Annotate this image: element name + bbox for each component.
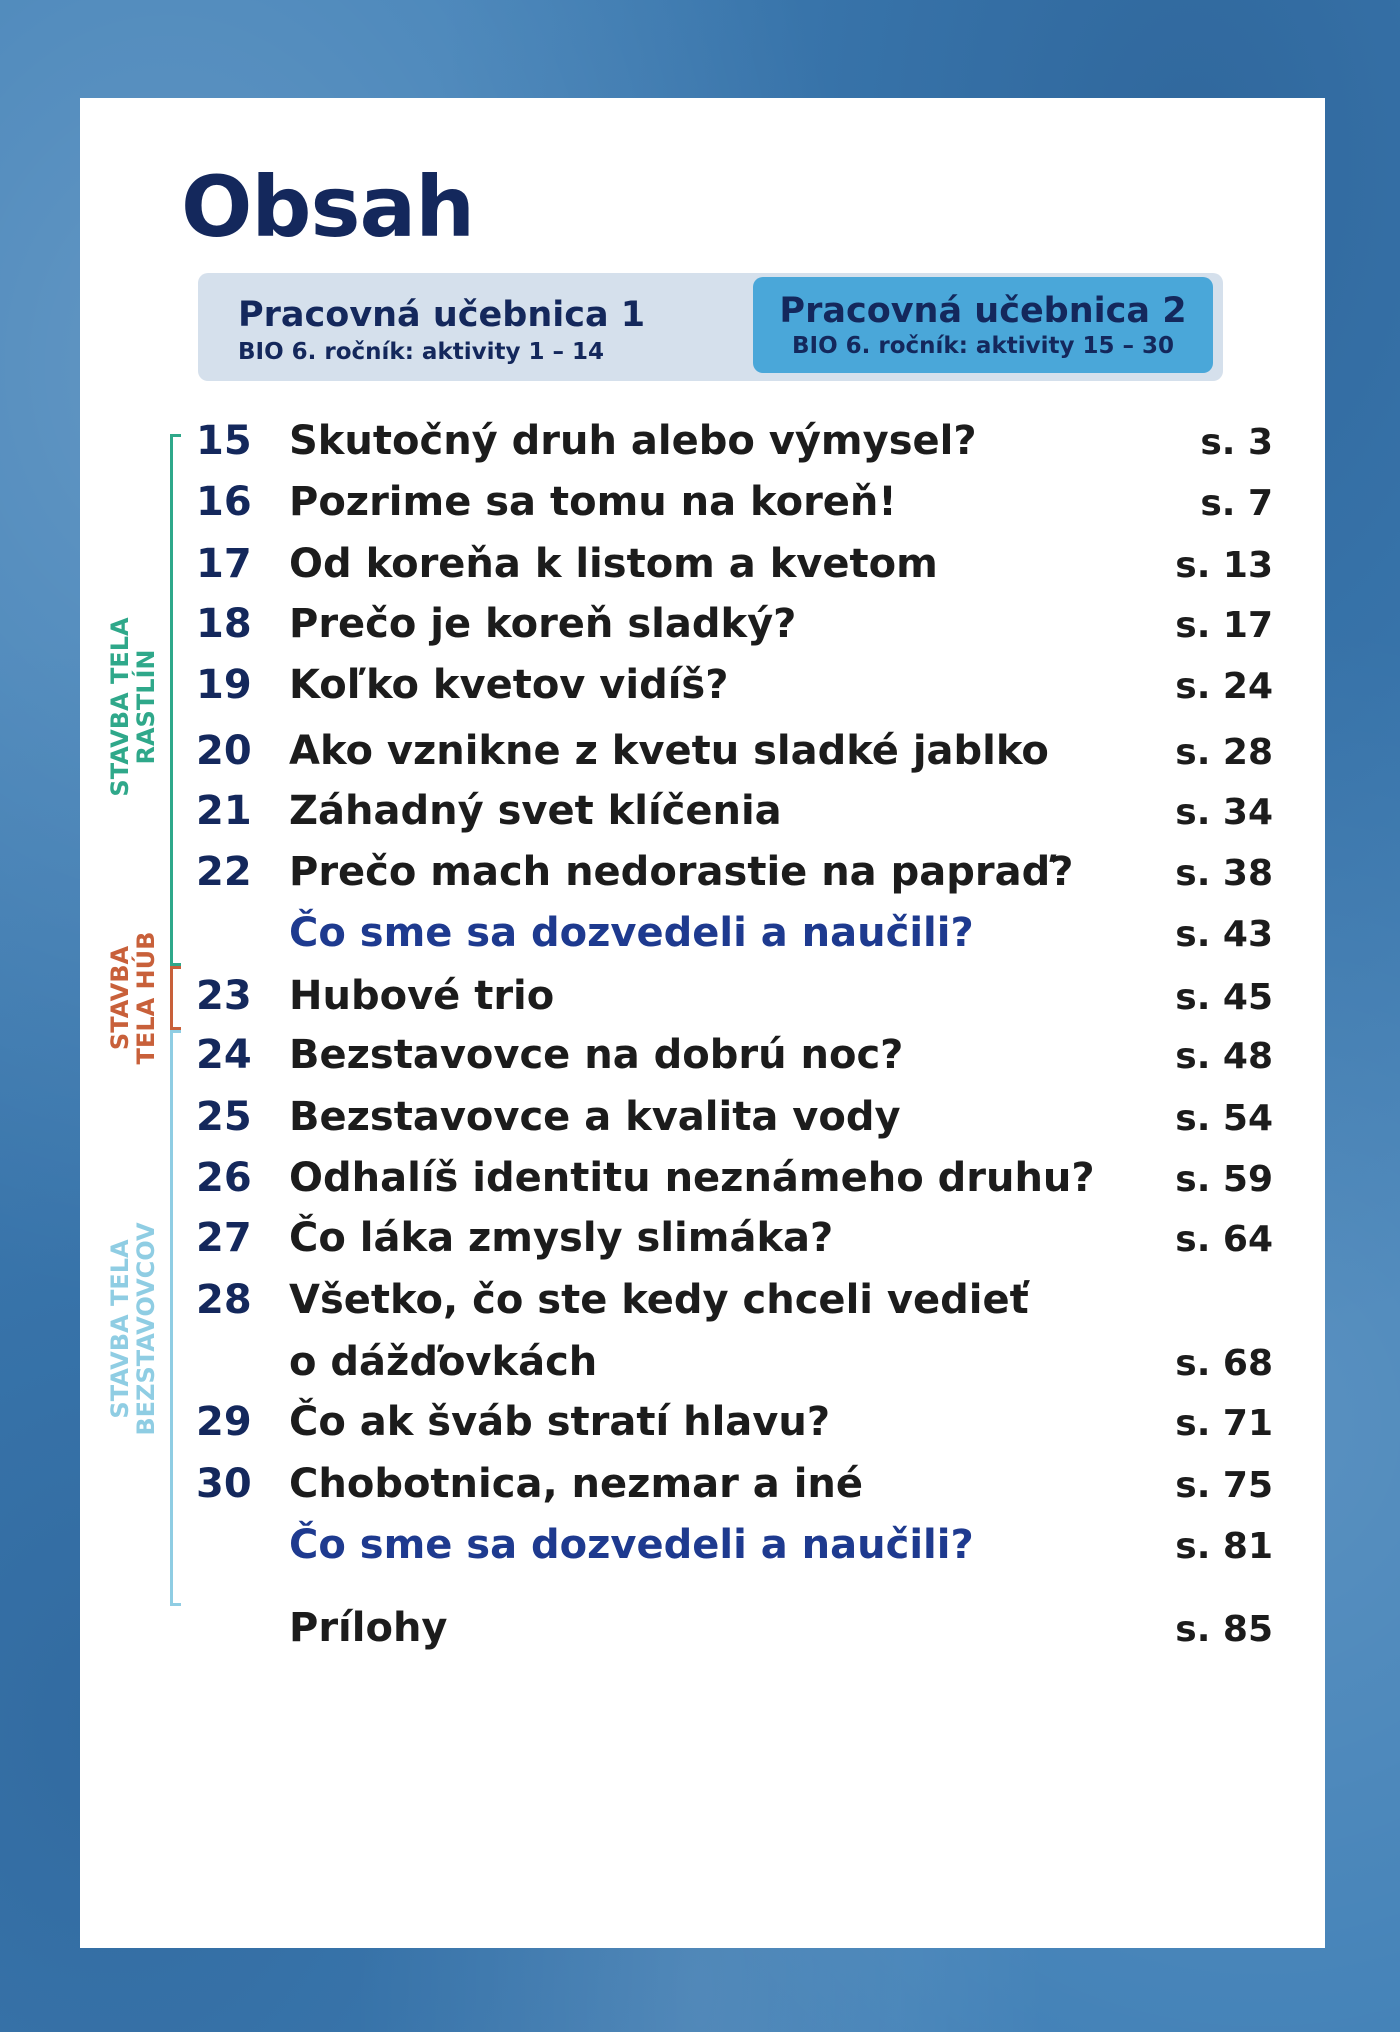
toc-row[interactable] xyxy=(80,849,1325,909)
entry-page: s. 34 xyxy=(1175,792,1273,833)
toc-row[interactable] xyxy=(80,418,1325,478)
entry-number: 28 xyxy=(196,1277,252,1323)
toc-row[interactable] xyxy=(80,662,1325,722)
toc-row-review[interactable] xyxy=(80,910,1325,970)
toc-page xyxy=(80,98,1325,1948)
entry-page: s. 45 xyxy=(1175,977,1273,1018)
entry-title: Koľko kvetov vidíš? xyxy=(289,662,729,708)
entry-number: 27 xyxy=(196,1215,252,1261)
entry-number: 21 xyxy=(196,788,252,834)
toc-row[interactable] xyxy=(80,1277,1325,1337)
entry-title: Čo sme sa dozvedeli a naučili? xyxy=(289,1522,974,1568)
toc-row-review[interactable] xyxy=(80,1522,1325,1582)
toc-row[interactable] xyxy=(80,788,1325,848)
entry-number: 24 xyxy=(196,1032,252,1078)
entry-number: 16 xyxy=(196,479,252,525)
entry-title: Všetko, čo ste kedy chceli vedieť xyxy=(289,1277,1029,1323)
toc-row[interactable] xyxy=(80,479,1325,539)
entry-title: Chobotnica, nezmar a iné xyxy=(289,1461,864,1507)
entry-number: 15 xyxy=(196,418,252,464)
entry-title: Pozrime sa tomu na koreň! xyxy=(289,479,897,525)
entry-page: s. 59 xyxy=(1175,1159,1273,1200)
entry-number: 18 xyxy=(196,601,252,647)
entry-title: Prečo je koreň sladký? xyxy=(289,601,797,647)
toc-row[interactable] xyxy=(80,541,1325,601)
entry-page: s. 75 xyxy=(1175,1465,1273,1506)
entry-page: s. 85 xyxy=(1175,1609,1273,1650)
toc-row-appendix[interactable] xyxy=(80,1605,1325,1665)
entry-number: 23 xyxy=(196,973,252,1019)
book-tab-1-subtitle: BIO 6. ročník: aktivity 1 – 14 xyxy=(238,339,605,365)
entry-number: 19 xyxy=(196,662,252,708)
entry-title: Skutočný druh alebo výmysel? xyxy=(289,418,977,464)
entry-title: Ako vznikne z kvetu sladké jablko xyxy=(289,728,1049,774)
entry-number: 25 xyxy=(196,1094,252,1140)
toc-row[interactable] xyxy=(80,1461,1325,1521)
entry-number: 22 xyxy=(196,849,252,895)
toc-row-continuation[interactable] xyxy=(80,1339,1325,1399)
entry-page: s. 68 xyxy=(1175,1343,1273,1384)
book-tab-1-title: Pracovná učebnica 1 xyxy=(238,295,646,335)
entry-number: 17 xyxy=(196,541,252,587)
entry-number: 29 xyxy=(196,1399,252,1445)
entry-title: Bezstavovce na dobrú noc? xyxy=(289,1032,904,1078)
entry-page: s. 38 xyxy=(1175,853,1273,894)
toc-row[interactable] xyxy=(80,1155,1325,1215)
entry-page: s. 3 xyxy=(1200,422,1273,463)
section-label-fungi: STAVBA TELA HÚB xyxy=(106,931,160,1065)
section-label-plants: STAVBA TELA RASTLÍN xyxy=(106,617,160,797)
toc-row[interactable] xyxy=(80,1215,1325,1275)
entry-title: Čo sme sa dozvedeli a naučili? xyxy=(289,910,974,956)
toc-row[interactable] xyxy=(80,1399,1325,1459)
entry-page: s. 81 xyxy=(1175,1526,1273,1567)
entry-page: s. 64 xyxy=(1175,1219,1273,1260)
entry-title: Záhadný svet klíčenia xyxy=(289,788,782,834)
entry-page: s. 48 xyxy=(1175,1036,1273,1077)
toc-row[interactable] xyxy=(80,1094,1325,1154)
entry-page: s. 7 xyxy=(1200,483,1273,524)
entry-page: s. 54 xyxy=(1175,1098,1273,1139)
entry-title: Odhalíš identitu neznámeho druhu? xyxy=(289,1155,1095,1201)
entry-page: s. 13 xyxy=(1175,545,1273,586)
book-selector xyxy=(198,273,1223,381)
entry-page: s. 43 xyxy=(1175,914,1273,955)
page-title: Obsah xyxy=(181,158,475,256)
book-tab-2-active[interactable] xyxy=(753,277,1213,373)
book-tab-2-subtitle: BIO 6. ročník: aktivity 15 – 30 xyxy=(791,333,1175,359)
entry-number: 30 xyxy=(196,1461,252,1507)
book-tab-1[interactable] xyxy=(238,283,646,371)
entry-title: Hubové trio xyxy=(289,973,555,1019)
entry-page: s. 28 xyxy=(1175,732,1273,773)
entry-title: Prečo mach nedorastie na papraď? xyxy=(289,849,1074,895)
toc-row[interactable] xyxy=(80,728,1325,788)
entry-title: Čo ak šváb stratí hlavu? xyxy=(289,1399,831,1445)
section-label-invertebrates: STAVBA TELA BEZSTAVOVCOV xyxy=(106,1222,160,1436)
entry-page: s. 24 xyxy=(1175,666,1273,707)
toc-row[interactable] xyxy=(80,973,1325,1033)
entry-number: 20 xyxy=(196,728,252,774)
entry-title: Prílohy xyxy=(289,1605,448,1651)
entry-title: Od koreňa k listom a kvetom xyxy=(289,541,938,587)
entry-title: Čo láka zmysly slimáka? xyxy=(289,1215,834,1261)
entry-title: o dážďovkách xyxy=(289,1339,598,1385)
toc-row[interactable] xyxy=(80,601,1325,661)
book-tab-2-title: Pracovná učebnica 2 xyxy=(779,291,1187,331)
entry-page: s. 71 xyxy=(1175,1403,1273,1444)
entry-page: s. 17 xyxy=(1175,605,1273,646)
entry-number: 26 xyxy=(196,1155,252,1201)
entry-title: Bezstavovce a kvalita vody xyxy=(289,1094,901,1140)
toc-row[interactable] xyxy=(80,1032,1325,1092)
